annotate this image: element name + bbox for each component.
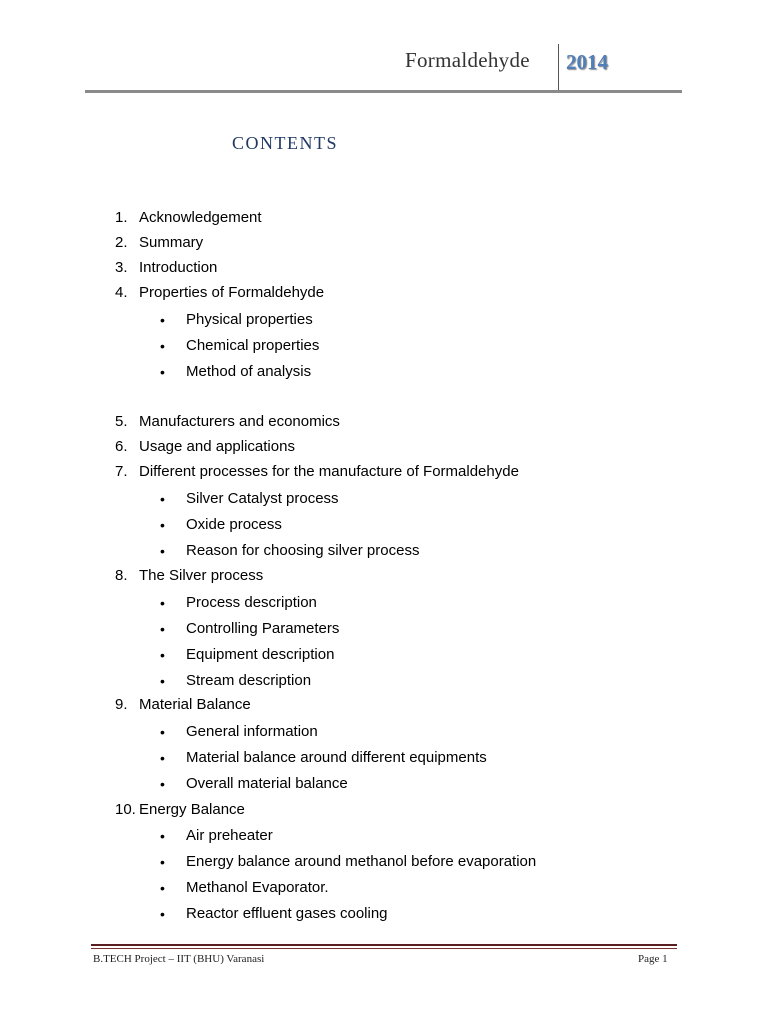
bullet-icon: • xyxy=(160,364,165,380)
footer-rule xyxy=(91,944,677,946)
toc-item-number: 2. xyxy=(115,234,128,251)
toc-item-text: Properties of Formaldehyde xyxy=(139,284,325,301)
bullet-icon: • xyxy=(160,517,165,533)
toc-item-number: 5. xyxy=(115,413,128,430)
toc-item-number: 7. xyxy=(115,463,128,480)
bullet-icon: • xyxy=(160,621,165,637)
toc-subitem-text: Energy balance around methanol before evaporation xyxy=(186,853,537,870)
bullet-icon: • xyxy=(160,595,165,611)
toc-subitem-text: Overall material balance xyxy=(186,775,348,792)
toc-item-text: Energy Balance xyxy=(139,801,245,818)
toc-subitem-text: Process description xyxy=(186,594,317,611)
bullet-icon: • xyxy=(160,828,165,844)
bullet-icon: • xyxy=(160,338,165,354)
contents-title: CONTENTS xyxy=(232,133,338,153)
toc-item-number: 8. xyxy=(115,567,128,584)
toc-item-text: Manufacturers and economics xyxy=(139,413,340,430)
toc-subitem-text: Oxide process xyxy=(186,516,282,533)
toc-subitem-text: Controlling Parameters xyxy=(186,620,340,637)
toc-subitem-text: Method of analysis xyxy=(186,363,312,380)
footer-project: B.TECH Project – IIT (BHU) Varanasi xyxy=(93,953,265,965)
toc-subitem-text: Methanol Evaporator. xyxy=(186,879,329,896)
bullet-icon: • xyxy=(160,491,165,507)
bullet-icon: • xyxy=(160,543,165,559)
footer-page-number: Page 1 xyxy=(638,953,668,965)
toc-item-text: Acknowledgement xyxy=(139,209,262,226)
toc-subitem-text: Equipment description xyxy=(186,646,335,663)
bullet-icon: • xyxy=(160,312,165,328)
toc-item-number: 4. xyxy=(115,284,128,301)
bullet-icon: • xyxy=(160,880,165,896)
bullet-icon: • xyxy=(160,750,165,766)
toc-item-text: Different processes for the manufacture of Formaldehyde xyxy=(139,463,519,480)
header-title: Formaldehyde xyxy=(405,48,530,72)
bullet-icon: • xyxy=(160,854,165,870)
header-rule xyxy=(85,90,682,93)
toc-item-number: 3. xyxy=(115,259,128,276)
bullet-icon: • xyxy=(160,724,165,740)
toc-item-number: 1. xyxy=(115,209,128,226)
bullet-icon: • xyxy=(160,776,165,792)
toc-item-text: Summary xyxy=(139,234,204,251)
toc-subitem-text: Reactor effluent gases cooling xyxy=(186,905,388,922)
toc-subitem-text: Material balance around different equipments xyxy=(186,749,487,766)
toc-item-text: Introduction xyxy=(139,259,218,276)
toc-item-text: Usage and applications xyxy=(139,438,295,455)
bullet-icon: • xyxy=(160,673,165,689)
footer-rule-thin xyxy=(91,948,677,949)
toc-item-number: 6. xyxy=(115,438,128,455)
bullet-icon: • xyxy=(160,647,165,663)
toc-subitem-text: Physical properties xyxy=(186,311,313,328)
bullet-icon: • xyxy=(160,906,165,922)
header-separator xyxy=(558,44,559,91)
toc-subitem-text: General information xyxy=(186,723,318,740)
toc-item-number: 10. xyxy=(115,801,136,818)
toc-item-text: Material Balance xyxy=(139,696,251,713)
toc-subitem-text: Reason for choosing silver process xyxy=(186,542,420,559)
toc-subitem-text: Chemical properties xyxy=(186,337,320,354)
header-year: 2014 xyxy=(566,50,608,74)
toc-subitem-text: Stream description xyxy=(186,672,312,689)
toc-item-number: 9. xyxy=(115,696,128,713)
toc-subitem-text: Silver Catalyst process xyxy=(186,490,339,507)
toc-item-text: The Silver process xyxy=(139,567,264,584)
toc-subitem-text: Air preheater xyxy=(186,827,273,844)
